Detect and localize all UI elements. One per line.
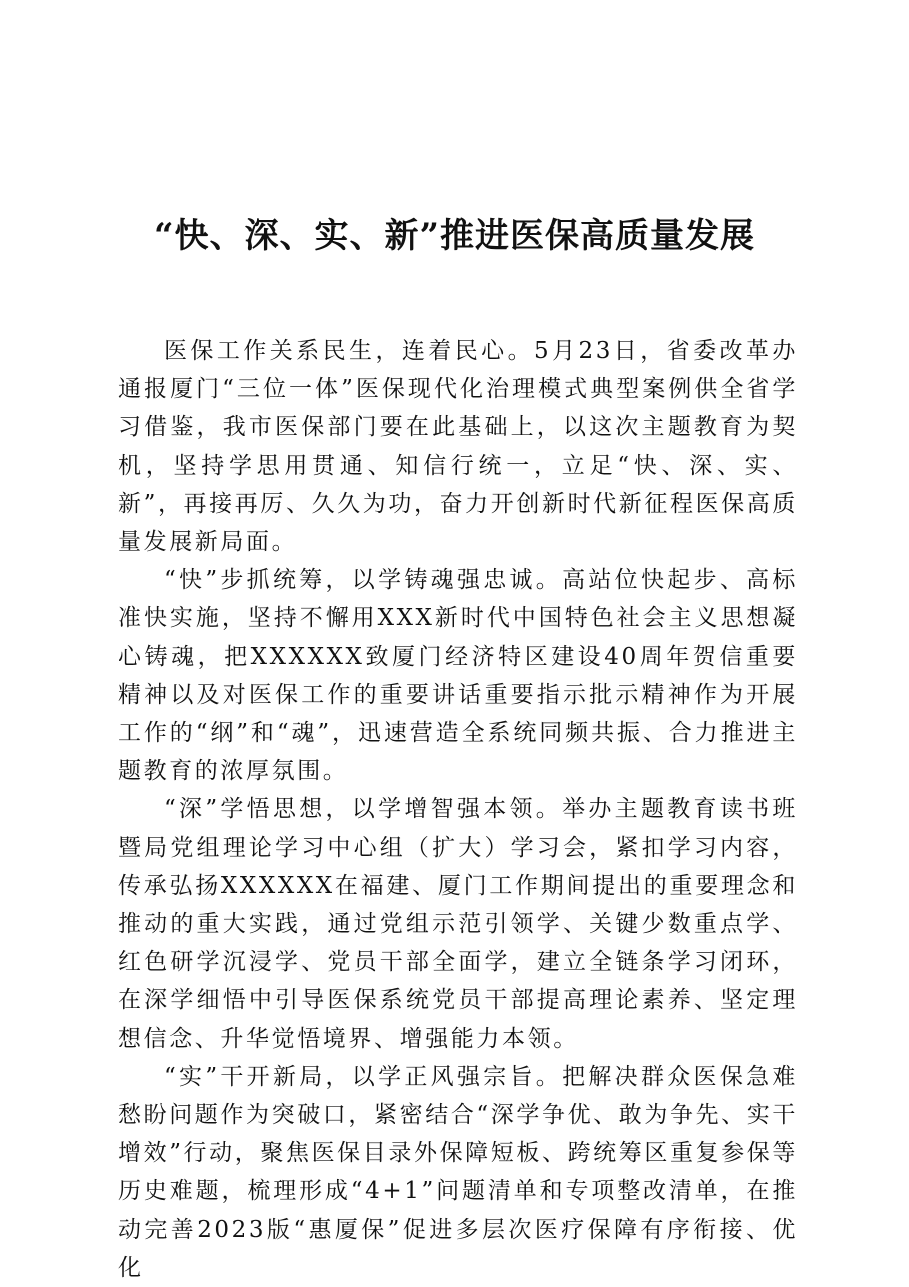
document-title: “快、深、实、新”推进医保高质量发展: [153, 216, 756, 256]
paragraph-intro: 医保工作关系民生，连着民心。5月23日，省委改革办通报厦门“三位一体”医保现代化治理模式典型案例供全省学习借鉴，我市医保部门要在此基础上，以这次主题教育为契机，坚持学思用贯通、知信行统一，立足“快、深、实、新”，再接再厉、久久为功，奋力开创新时代新征程医保高质量发展新局面。: [118, 338, 798, 556]
paragraph-shen: “深”学悟思想，以学增智强本领。举办主题教育读书班暨局党组理论学习中心组（扩大）学习会，紧扣学习内容，传承弘扬XXXXXX在福建、厦门工作期间提出的重要理念和推动的重大实践，通过党组示范引领学、关键少数重点学、红色研学沉浸学、党员干部全面学，建立全链条学习闭环，在深学细悟中引导医保系统党员干部提高理论素养、坚定理想信念、升华觉悟境界、增强能力本领。: [118, 796, 798, 1052]
document-body: [118, 332, 798, 1287]
paragraph-shi: “实”干开新局，以学正风强宗旨。把解决群众医保急难愁盼问题作为突破口，紧密结合“深学争优、敢为争先、实干增效”行动，聚焦医保目录外保障短板、跨统筹区重复参保等历史难题，梳理形成“4+1”问题清单和专项整改清单，在推动完善2023版“惠厦保”促进多层次医疗保障有序衔接、优化: [118, 1063, 798, 1281]
paragraph-kuai: “快”步抓统筹，以学铸魂强忠诚。高站位快起步、高标准快实施，坚持不懈用XXX新时代中国特色社会主义思想凝心铸魂，把XXXXXX致厦门经济特区建设40周年贺信重要精神以及对医保工作的重要讲话重要指示批示精神作为开展工作的“纲”和“魂”，迅速营造全系统同频共振、合力推进主题教育的浓厚氛围。: [118, 567, 798, 785]
